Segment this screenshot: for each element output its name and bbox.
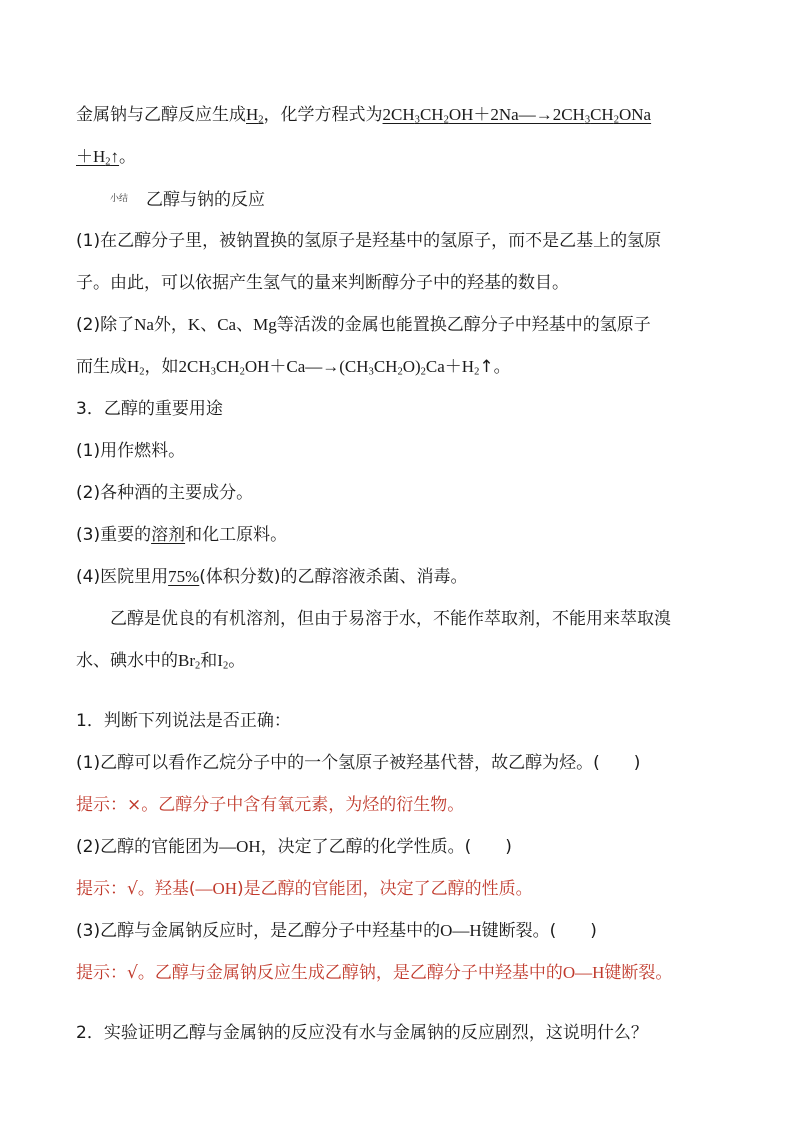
text-line: (3)重要的溶剂和化工原料。 (76, 525, 288, 545)
text-line: (1)在乙醇分子里，被钠置换的氢原子是羟基中的氢原子，而不是乙基上的氢原 (76, 231, 662, 251)
text-line: (4)医院里用75%(体积分数)的乙醇溶液杀菌、消毒。 (76, 567, 468, 587)
hint-line: 提示：×。乙醇分子中含有氧元素，为烃的衍生物。 (76, 795, 465, 815)
text-line: (1)用作燃料。 (76, 441, 186, 461)
summary-title: 乙醇与钠的反应 (146, 190, 266, 210)
text-line: (2)除了Na外，K、Ca、Mg等活泼的金属也能置换乙醇分子中羟基中的氢原子 (76, 315, 651, 335)
text-line: 金属钠与乙醇反应生成$H_2$，化学方程式为$2CH_3CH_2OH+2Na―\to 2CH_3CH_2ONa$ (76, 105, 652, 126)
summary-badge: 小结 (110, 194, 129, 204)
text-line: $+H_2↑$。 (76, 147, 137, 168)
text-line: 子。由此，可以依据产生氢气的量来判断醇分子中的羟基的数目。 (76, 273, 569, 293)
text-line: 而生成$H_2$，如$2CH_3CH_2OH+Ca―\to(CH_3CH_2O)_2Ca+H_2↑$。 (76, 357, 511, 378)
question-heading: 1．判断下列说法是否正确： (76, 711, 291, 731)
section-heading: 3．乙醇的重要用途 (76, 399, 223, 419)
question-item: (3)乙醇与金属钠反应时，是乙醇分子中羟基中的O—H键断裂。( ) (76, 921, 597, 941)
question-heading: 2．实验证明乙醇与金属钠的反应没有水与金属钠的反应剧烈，这说明什么？ (76, 1023, 648, 1043)
hint-line: 提示：√。羟基(—OH)是乙醇的官能团，决定了乙醇的性质。 (76, 879, 533, 899)
text-line: (2)各种酒的主要成分。 (76, 483, 254, 503)
text-line: 水、碘水中的$Br_2$和$I_2$。 (76, 651, 246, 672)
question-item: (1)乙醇可以看作乙烷分子中的一个氢原子被羟基代替，故乙醇为烃。( ) (76, 753, 641, 773)
question-item: (2)乙醇的官能团为—OH，决定了乙醇的化学性质。( ) (76, 837, 512, 857)
summary-heading (110, 181, 733, 217)
text-line: 乙醇是优良的有机溶剂，但由于易溶于水，不能作萃取剂，不能用来萃取溴 (110, 609, 671, 629)
hint-line: 提示：√。乙醇与金属钠反应生成乙醇钠，是乙醇分子中羟基中的O—H键断裂。 (76, 963, 673, 983)
